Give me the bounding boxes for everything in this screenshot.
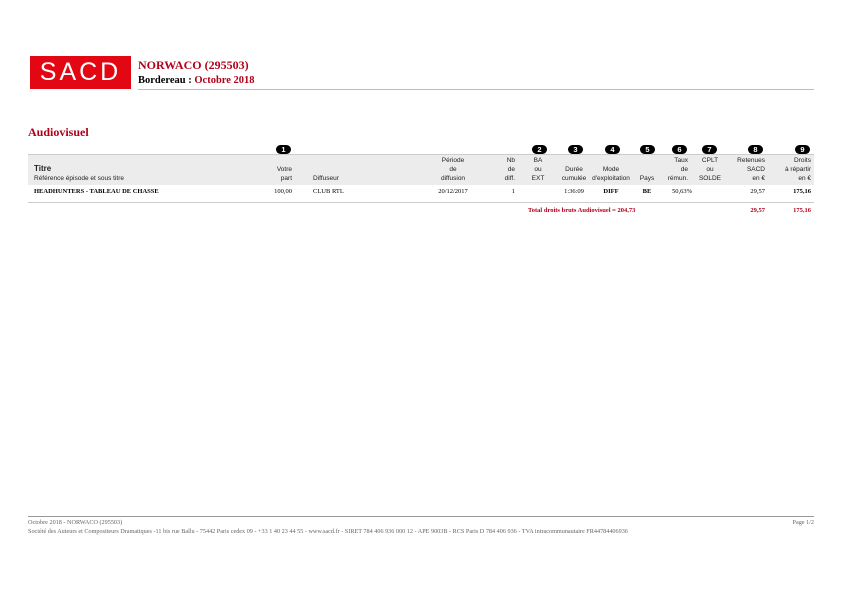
column-badge-2: 2 [532,145,547,154]
col-droits: Droits à répartir en € [784,157,811,182]
col-cplt: CPLT ou SOLDE [698,157,722,182]
row-retenues: 29,57 [750,188,765,195]
row-duree: 1:36:09 [564,188,584,195]
total-label: Total droits bruts Audiovisuel = 204,73 [528,207,636,214]
total-droits: 175,16 [793,207,811,214]
section-title: Audiovisuel [28,125,89,139]
row-nb-diff: 1 [511,188,515,195]
row-droits: 175,16 [793,188,811,195]
col-ba-ext: BA ou EXT [531,157,545,182]
col-periode: Période de diffusion [440,157,466,182]
column-badge-5: 5 [640,145,655,154]
column-badge-4: 4 [605,145,620,154]
footer-address: Société des Auteurs et Compositeurs Dramatiques -11 bis rue Ballu - 75442 Paris cedex 09 - +33 1 40 23 44 55 - www.sacd.fr - SIRET 784 406 936 000 12 - APE 9003B - RCS Paris D 784 406 936 - TVA intracommunautaire FR44784406936 [28,528,628,535]
column-badge-1: 1 [276,145,291,154]
statement-month: Octobre 2018 [194,75,255,86]
footer-divider [28,516,814,517]
statement-label: Bordereau : [138,75,192,86]
col-reference: Référence épisode et sous titre [34,175,124,182]
column-badge-8: 8 [748,145,763,154]
col-taux: Taux de rémun. [667,157,688,182]
total-retenues: 29,57 [750,207,765,214]
column-badge-7: 7 [702,145,717,154]
row-titre: HEADHUNTERS - TABLEAU DE CHASSE [34,188,159,195]
statement-period [138,75,255,86]
row-part: 100,00 [274,188,292,195]
header-divider [138,89,814,90]
footer-page: Page 1/2 [792,519,814,526]
column-badge-9: 9 [795,145,810,154]
row-periode: 20/12/2017 [438,188,468,195]
col-pays: Pays [639,175,655,182]
col-diffuseur: Diffuseur [313,175,339,182]
col-part: Votre part [276,166,292,182]
col-titre: Titre [34,164,52,173]
account-name: NORWACO (295503) [138,58,249,72]
table-header [28,154,814,185]
col-mode: Mode d'exploitation [592,166,630,182]
footer-period: Octobre 2018 - NORWACO (295503) [28,519,123,526]
col-nb-diff: Nb de diff. [504,157,515,182]
column-badge-3: 3 [568,145,583,154]
row-taux: 50,63% [671,188,692,195]
sacd-logo: SACD [30,56,131,89]
column-badge-6: 6 [672,145,687,154]
row-diffuseur: CLUB RTL [313,188,344,195]
row-mode: DIFF [603,188,619,195]
col-retenues: Retenues SACD en € [737,157,765,182]
row-pays: BE [642,188,652,195]
row-divider [28,202,814,203]
col-duree: Durée cumulée [561,166,587,182]
